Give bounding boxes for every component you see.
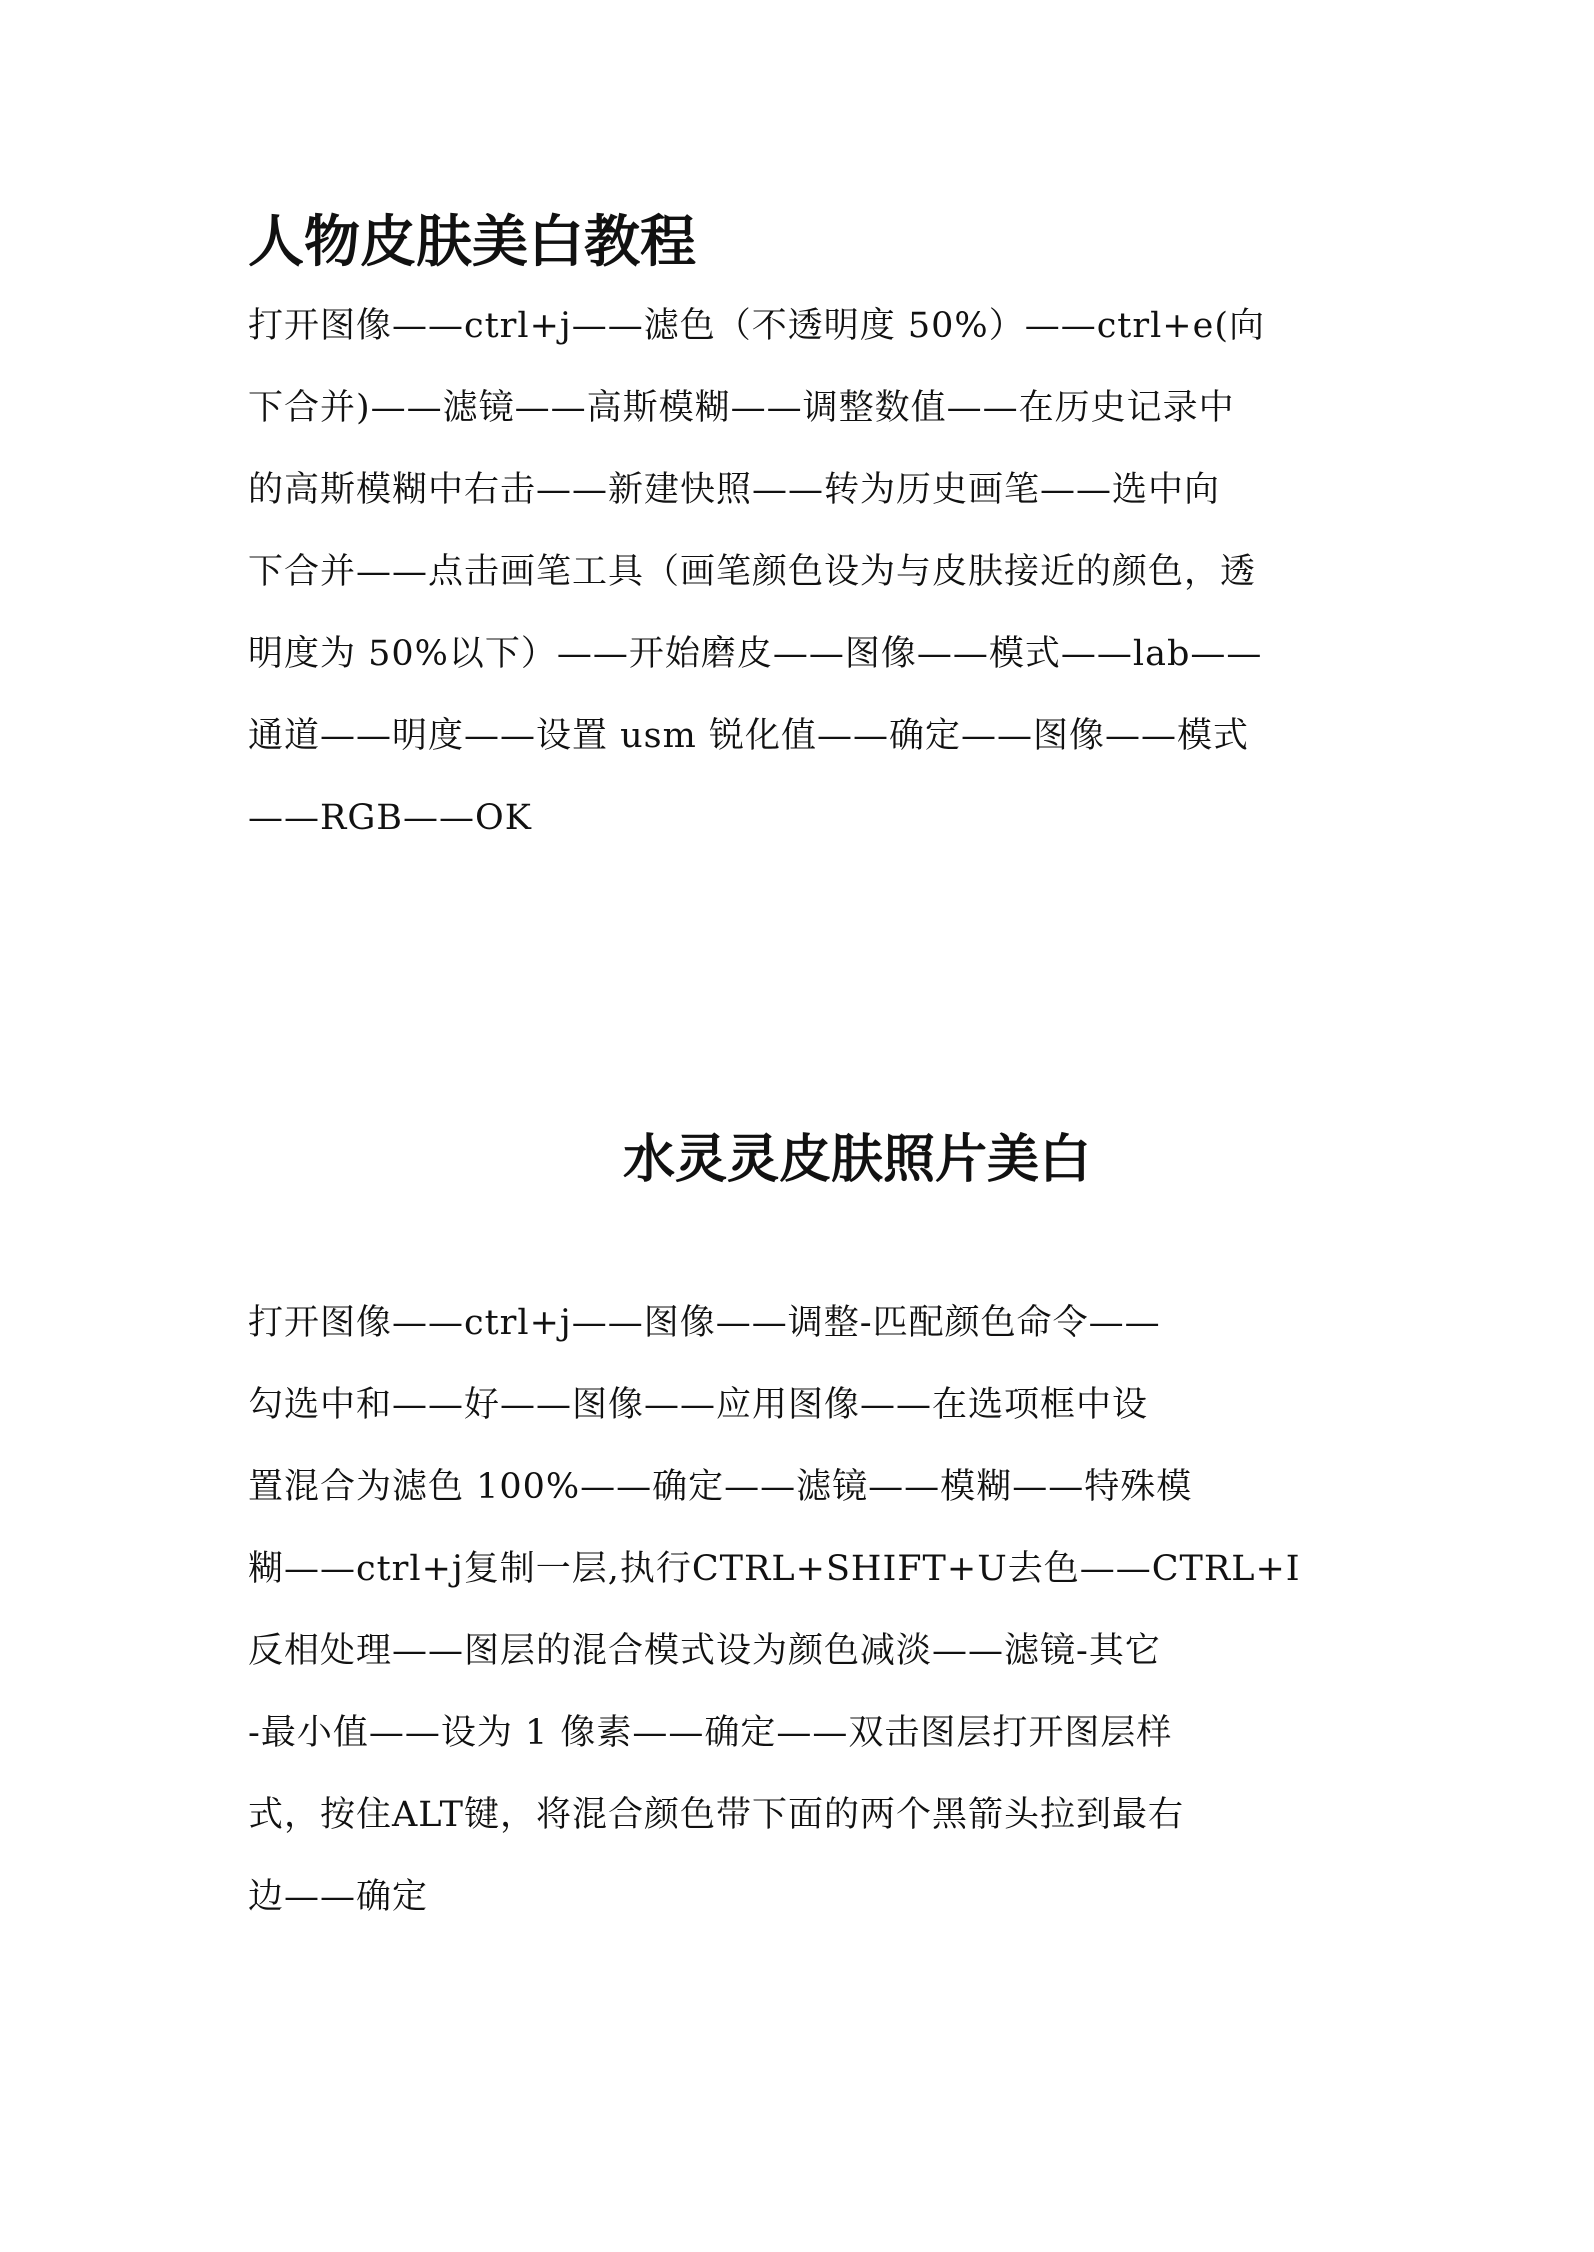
text-line: 置混合为滤色 100%——确定——滤镜——模糊——特殊模 xyxy=(248,1467,1193,1507)
text-line: ——RGB——OK xyxy=(248,798,532,838)
text-line: 打开图像——ctrl+j——滤色（不透明度 50%）——ctrl+e(向 xyxy=(248,306,1265,346)
text-line: 明度为 50%以下）——开始磨皮——图像——模式——lab—— xyxy=(248,634,1263,674)
text-line: -最小值——设为 1 像素——确定——双击图层打开图层样 xyxy=(248,1713,1173,1753)
text-line: 反相处理——图层的混合模式设为颜色减淡——滤镜-其它 xyxy=(248,1631,1161,1671)
section-title: 水灵灵皮肤照片美白 xyxy=(623,1129,1092,1190)
text-line: 式，按住ALT键，将混合颜色带下面的两个黑箭头拉到最右 xyxy=(248,1795,1185,1835)
text-line: 下合并——点击画笔工具（画笔颜色设为与皮肤接近的颜色，透 xyxy=(248,552,1257,592)
section-title: 人物皮肤美白教程 xyxy=(248,209,696,275)
text-line: 勾选中和——好——图像——应用图像——在选项框中设 xyxy=(248,1385,1149,1425)
text-line: 下合并)——滤镜——高斯模糊——调整数值——在历史记录中 xyxy=(248,388,1235,428)
text-line: 边——确定 xyxy=(248,1877,429,1917)
text-line: 打开图像——ctrl+j——图像——调整-匹配颜色命令—— xyxy=(248,1303,1161,1343)
text-line: 糊——ctrl+j复制一层,执行CTRL+SHIFT+U去色——CTRL+I xyxy=(248,1549,1301,1589)
text-line: 通道——明度——设置 usm 锐化值——确定——图像——模式 xyxy=(248,716,1249,756)
instruction-text xyxy=(248,285,1368,859)
instruction-text xyxy=(248,1282,1368,1938)
text-line: 的高斯模糊中右击——新建快照——转为历史画笔——选中向 xyxy=(248,470,1221,510)
